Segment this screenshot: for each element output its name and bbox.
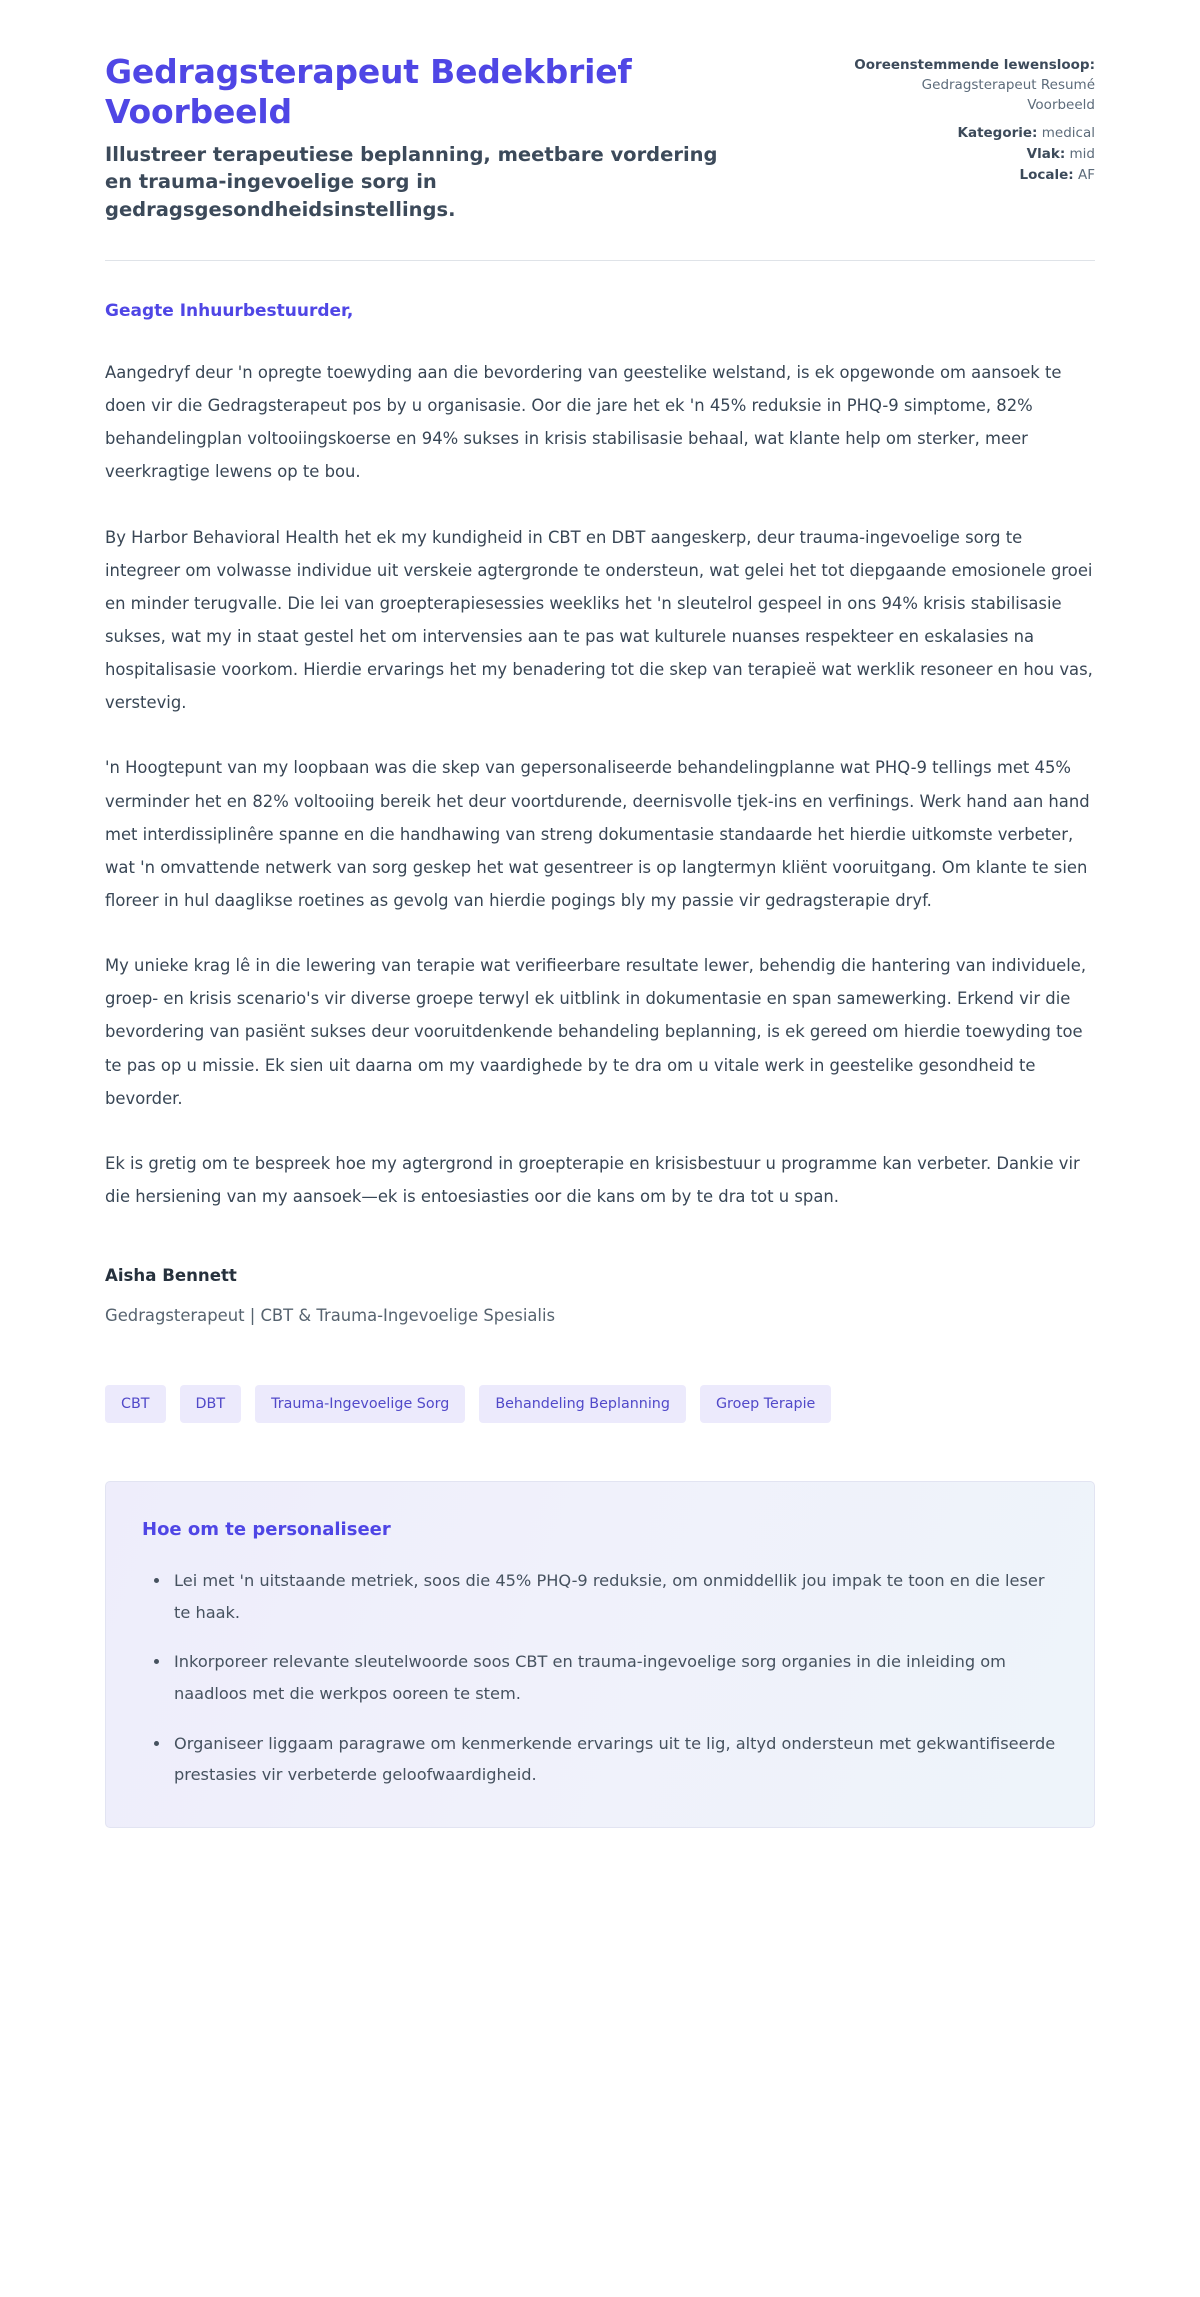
letter-paragraph: Ek is gretig om te bespreek hoe my agtergrond in groepterapie en krisisbestuur u programme kan verbeter. Dankie vir die hersiening van my aansoek—ek is entoesiasties oor die kans om by te dra tot u span.	[105, 1153, 1080, 1207]
letter-body	[105, 261, 1095, 1828]
tag-chip[interactable]: Behandeling Beplanning	[479, 1385, 686, 1423]
meta-level-label: Vlak:	[1026, 145, 1066, 162]
page-bottom-spacer	[105, 1828, 1095, 1908]
tag-list	[105, 1385, 1095, 1423]
meta-category-label: Kategorie:	[957, 124, 1038, 141]
meta-locale-label: Locale:	[1019, 166, 1074, 183]
meta-locale-value: AF	[1077, 166, 1095, 183]
callout-tip-item: Organiseer liggaam paragrawe om kenmerkende ervarings uit te lig, altyd ondersteun met gekwantifiseerde prestasies vir verbeterde geloofwaardigheid.	[166, 1728, 1058, 1791]
callout-tip-item: Inkorporeer relevante sleutelwoorde soos CBT en trauma-ingevoelige sorg organies in die inleiding om naadloos met die werkpos ooreen te stem.	[166, 1646, 1058, 1709]
signature-name: Aisha Bennett	[105, 1266, 237, 1286]
page-title: Gedragsterapeut Bedekbrief Voorbeeld	[105, 52, 632, 132]
meta-spacer	[850, 117, 1095, 124]
meta-level-value: mid	[1069, 145, 1095, 162]
signature-block	[105, 1263, 1095, 1329]
callout-tip-list	[142, 1565, 1058, 1791]
header-metadata	[850, 52, 1095, 187]
meta-matching-resume-label: Ooreenstemmende lewensloop:	[854, 57, 1095, 73]
tag-chip[interactable]: DBT	[180, 1385, 242, 1423]
letter-paragraph: Aangedryf deur 'n opregte toewyding aan die bevordering van geestelike welstand, is ek opgewonde om aansoek te doen vir die Gedragsterapeut pos by u organisasie. Oor die jare het ek 'n 45% reduksie in PHQ-9 simptome, 82% behandelingplan voltooiingskoerse en 94% sukses in krisis stabilisasie behaal, wat klante help om sterker, meer veerkragtige lewens op te bou.	[105, 363, 1062, 482]
meta-category	[850, 124, 1095, 144]
signature-role: Gedragsterapeut | CBT & Trauma-Ingevoelige Spesialis	[105, 1305, 556, 1325]
letter-paragraph: My unieke krag lê in die lewering van terapie wat verifieerbare resultate lewer, behendig die hantering van individuele, groep- en krisis scenario's vir diverse groepe terwyl ek uitblink in dokumentasie en span samewerking. Erkend vir die bevordering van pasiënt sukses deur vooruitdenkende behandeling beplanning, is ek gereed om hierdie toewyding toe te pas op u missie. Ek sien uit daarna om my vaardighede by te dra om u vitale werk in geestelike gesondheid te bevorder.	[105, 956, 1087, 1108]
header-title-block	[105, 52, 745, 224]
page-subtitle: Illustreer terapeutiese beplanning, meetbare vordering en trauma-ingevoelige sorg in gedragsgesondheidsinstellings.	[105, 142, 718, 221]
tag-chip[interactable]: Groep Terapie	[700, 1385, 831, 1423]
tag-chip[interactable]: CBT	[105, 1385, 166, 1423]
meta-matching-resume-value[interactable]: Gedragsterapeut Resumé Voorbeeld	[921, 76, 1095, 113]
document-header	[105, 0, 1095, 224]
meta-locale	[850, 166, 1095, 186]
letter-paragraph: By Harbor Behavioral Health het ek my kundigheid in CBT en DBT aangeskerp, deur trauma-ingevoelige sorg te integreer om volwasse individue uit verskeie agtergronde te ondersteun, wat gelei het tot diepgaande emosionele groei en minder terugvalle. Die lei van groepterapiesessies weekliks het 'n sleutelrol gespeel in ons 94% krisis stabilisasie sukses, wat my in staat gestel het om intervensies aan te pas wat kulturele nuanses respekteer en eskalasies na hospitalisasie voorkom. Hierdie ervarings het my benadering tot die skep van terapieë wat werklik resoneer en hou vas, verstevig.	[105, 527, 1093, 713]
callout-tip-item: Lei met 'n uitstaande metriek, soos die 45% PHQ-9 reduksie, om onmiddellik jou impak te toon en die leser te haak.	[166, 1565, 1058, 1628]
meta-category-value: medical	[1041, 124, 1095, 141]
callout-title: Hoe om te personaliseer	[142, 1519, 391, 1541]
tag-chip[interactable]: Trauma-Ingevoelige Sorg	[255, 1385, 465, 1423]
letter-greeting: Geagte Inhuurbestuurder,	[105, 300, 354, 321]
letter-paragraph: 'n Hoogtepunt van my loopbaan was die skep van gepersonaliseerde behandelingplanne wat PHQ-9 tellings met 45% verminder het en 82% voltooiing bereik het deur voortdurende, deernisvolle tjek-ins en verfinings. Werk hand aan hand met interdissiplinêre spanne en die handhawing van streng dokumentasie standaarde het hierdie uitkomste verbeter, wat 'n omvattende netwerk van sorg geskep het wat gesentreer is op langtermyn kliënt vooruitgang. Om klante te sien floreer in hul daaglikse roetines as gevolg van hierdie pogings bly my passie vir gedragsterapie dryf.	[105, 758, 1090, 911]
meta-matching-resume	[850, 56, 1095, 116]
meta-level	[850, 145, 1095, 165]
personalize-callout	[105, 1481, 1095, 1828]
